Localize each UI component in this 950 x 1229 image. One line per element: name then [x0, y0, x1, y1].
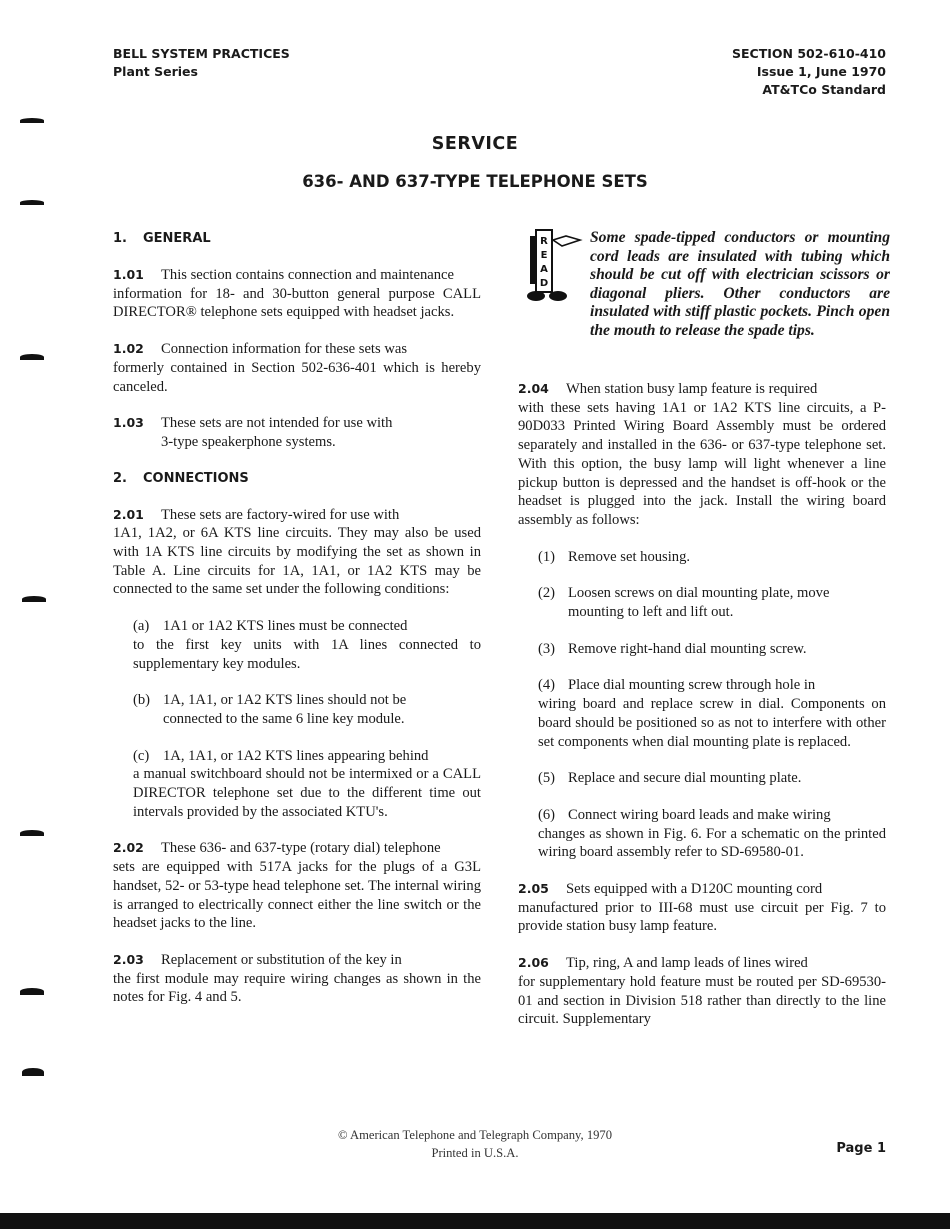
warning-note: Some spade-tipped conductors or mounting cord leads are insulated with tubing which should be cut off with electrician scissors or diagonal pliers. Other conductors are insulated with stiff plastic pockets. Pinch open the mouth to release the spade tips.	[590, 229, 890, 339]
svg-text:E: E	[540, 250, 548, 261]
page-subtitle: 636- AND 637-TYPE TELEPHONE SETS	[302, 172, 648, 191]
page-number: Page 1	[836, 1141, 886, 1156]
section-heading-general: 1. GENERAL	[113, 231, 211, 246]
header-left	[113, 45, 290, 81]
paragraph-2-02: 2.02 These 636- and 637-type (rotary dial) telephone sets are equipped with 517A jacks for the plugs of a G3L handset, 52- or 53-type head telephone set. The internal wiring is arranged to electrically connect either the line switch or the headset jacks to the line.	[113, 840, 481, 932]
copyright-line: © American Telephone and Telegraph Company, 1970	[337, 1128, 613, 1142]
paragraph-1-03: 1.03 These sets are not intended for use with 3-type speakerphone systems.	[113, 415, 393, 450]
section-number: SECTION 502-610-410	[732, 46, 886, 61]
svg-text:D: D	[539, 278, 549, 289]
condition-b: (b) 1A, 1A1, or 1A2 KTS lines should not be connected to the same 6 line key module.	[133, 692, 407, 727]
binder-mark	[20, 988, 44, 995]
binder-mark	[22, 596, 46, 602]
step-6: (6) Connect wiring board leads and make wiring changes as shown in Fig. 6. For a schematic on the printed wiring board assembly refer to SD-69580-01.	[538, 806, 886, 861]
left-column	[113, 230, 481, 1007]
printed-line: Printed in U.S.A.	[431, 1146, 519, 1160]
condition-c: (c) 1A, 1A1, or 1A2 KTS lines appearing behind a manual switchboard should not be intermixed or a CALL DIRECTOR telephone set due to the different time out intervals provided by the associated KTU's.	[133, 747, 481, 820]
binder-mark	[20, 200, 44, 205]
binder-mark	[20, 830, 44, 836]
issue-date: Issue 1, June 1970	[756, 64, 886, 79]
step-4: (4) Place dial mounting screw through hole in wiring board and replace screw in dial. Components on board should be positioned so as not to interfere with other set components when dial mounting plate is replaced.	[538, 677, 886, 750]
section-heading-connections: 2. CONNECTIONS	[113, 470, 249, 486]
page-bottom-border	[0, 1213, 950, 1229]
paragraph-2-01: 2.01 These sets are factory-wired for use with 1A1, 1A2, or 6A KTS line circuits. They may also be used with 1A KTS line circuits by modifying the set as shown in Table A. Line circuits for 1A, 1A1, or 1A2 KTS may be connected to the same set under the following conditions:	[113, 506, 481, 598]
paragraph-2-04: 2.04 When station busy lamp feature is required with these sets having 1A1 or 1A2 KTS line circuits, a P-90D033 Printed Wiring Board Assembly must be ordered separately and installed in the 636- or 637-type telephone set. With this option, the busy lamp will light whenever a line pickup button is depressed and the handset is off-hook or the headset is plugged into the jack. Install the wiring board assembly as follows:	[518, 381, 886, 528]
header-right	[732, 45, 886, 99]
standard-label: AT&TCo Standard	[762, 82, 886, 97]
read-pointing-hand-icon	[522, 226, 584, 304]
paragraph-2-05: 2.05 Sets equipped with a D120C mounting cord manufactured prior to III-68 must use circuit per Fig. 7 to provide station busy lamp feature.	[518, 881, 886, 935]
binder-mark	[22, 1068, 44, 1076]
step-3: (3) Remove right-hand dial mounting screw.	[538, 640, 807, 657]
binder-mark	[20, 118, 44, 123]
publication-name: BELL SYSTEM PRACTICES	[113, 46, 290, 61]
step-1: (1) Remove set housing.	[538, 548, 691, 565]
series-name: Plant Series	[113, 64, 198, 79]
page-title: SERVICE	[431, 134, 519, 154]
step-2: (2) Loosen screws on dial mounting plate, move mounting to left and lift out.	[538, 585, 830, 621]
right-column	[518, 380, 886, 1029]
svg-text:R: R	[540, 236, 548, 247]
paragraph-2-06: 2.06 Tip, ring, A and lamp leads of lines wired for supplementary hold feature must be routed per SD-69530-01 and section in Division 518 rather than directly to the line circuit. Supplementary	[518, 955, 886, 1028]
binder-mark	[20, 354, 44, 360]
condition-a: (a) 1A1 or 1A2 KTS lines must be connected to the first key units with 1A lines connected to supplementary key modules.	[133, 618, 481, 672]
step-5: (5) Replace and secure dial mounting plate.	[538, 770, 802, 787]
svg-text:A: A	[540, 264, 548, 275]
paragraph-1-02: 1.02 Connection information for these sets was formerly contained in Section 502-636-401 which is hereby canceled.	[113, 341, 481, 395]
paragraph-2-03: 2.03 Replacement or substitution of the key in the first module may require wiring changes as shown in the notes for Fig. 4 and 5.	[113, 951, 481, 1006]
paragraph-1-01: 1.01 This section contains connection and maintenance information for 18- and 30-button general purpose CALL DIRECTOR® telephone sets equipped with headset jacks.	[113, 267, 481, 321]
